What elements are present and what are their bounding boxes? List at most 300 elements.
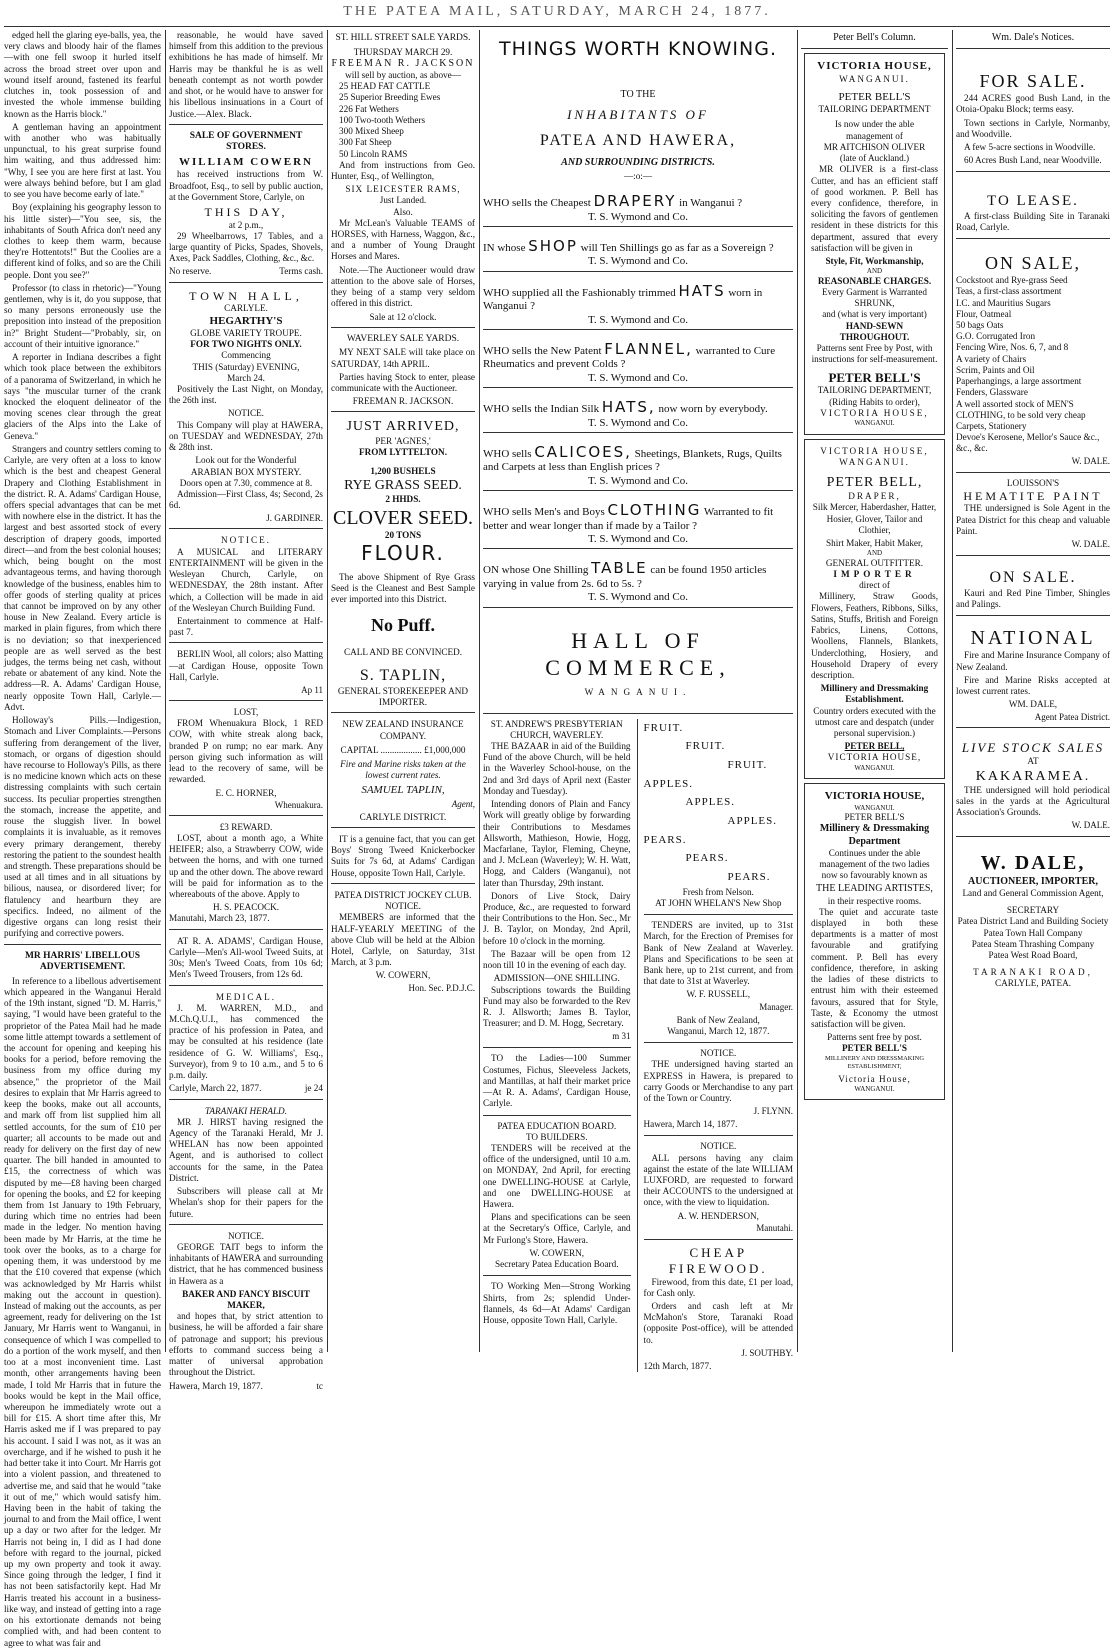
fruit-word: FRUIT. (685, 740, 726, 753)
question-keyword: TABLE (591, 559, 648, 578)
for-sale-sections: Town sections in Carlyle, Normanby, and Woodville. (956, 117, 1110, 139)
nz-insurance-title: NEW ZEALAND INSURANCE COMPANY. (342, 719, 464, 741)
taplin-role: GENERAL STOREKEEPER AND IMPORTER. (337, 685, 469, 708)
town-hall-place: CARLYLE. (224, 303, 268, 314)
taranaki-road: TARANAKI ROAD, (973, 967, 1093, 978)
show-admission: Admission—First Class, 4s; Second, 2s 6d. (169, 489, 323, 511)
on-sale-item: Carpets, Stationery (956, 420, 1027, 431)
live-stock-at: AT (1027, 756, 1039, 767)
column-divider (952, 30, 953, 1352)
luxford-place: Manutahi. (756, 1222, 793, 1233)
church-bazaar (483, 719, 631, 1373)
st-hill-auctioneer: FREEMAN R. JACKSON (331, 57, 475, 69)
taranaki-herald-text2: Subscribers will please call at Mr Whelan's shop for their papers for the future. (169, 1186, 323, 1219)
firewood-title: CHEAP FIREWOOD. (668, 1244, 768, 1276)
show-date: March 24. (227, 372, 265, 383)
dale-role-item: Patea Town Hall Company (983, 927, 1083, 938)
masthead: THE PATEA MAIL, SATURDAY, MARCH 24, 1877. (343, 4, 771, 19)
w-dale-secretary: SECRETARY (1006, 905, 1060, 916)
peter-bells-2: PETER BELL'S (828, 369, 921, 385)
no-puff: No Puff. (371, 615, 435, 636)
church-ref: m 31 (612, 1031, 631, 1042)
baker-notice-text2: and hopes that, by strict attention to business, he will be afforded a fair share of patronage and support; his previous efforts to command success being a matter of universal approbation throughout the District. (169, 1311, 323, 1378)
wymond-question (483, 192, 793, 210)
hhds: 2 HHDS. (385, 494, 421, 505)
nz-insurance-agent-name: SAMUEL TAPLIN, (361, 784, 445, 797)
question-lead: IN whose (483, 241, 529, 254)
wanganui-4: WANGANUI. (854, 763, 895, 772)
taranaki-herald-text: MR J. HIRST having resigned the Agency of the Taranaki Herald, Mr J. WHELAN has now been appointed Agent, and is authorised to collect accounts for the same, in the Patea District. (169, 1116, 323, 1183)
continues: Continues under the able management of the two ladies now so favourably known as (819, 847, 930, 881)
direct-of: direct of (859, 580, 890, 591)
on-sale-2-text: Kauri and Red Pine Timber, Shingles and Palings. (956, 587, 1110, 609)
on-sale-item: A well assorted stock of MEN'S CLOTHING, to be sold very cheap (956, 398, 1086, 420)
w-dale-agent: Land and General Commission Agent, (962, 887, 1104, 898)
fruit-word: FRUIT. (643, 721, 684, 734)
commencing: Commencing (221, 350, 271, 361)
lost-place: Whenuakura. (274, 799, 323, 810)
working-men-advert: TO Working Men—Strong Working Shirts, from 2s; splendid Under-flannels, 4s 6d—At Adams' Cardigan House, opposite Town Hall, Carlyle. (483, 1281, 631, 1326)
millinery-dept: Millinery & Dressmaking Department (819, 823, 930, 847)
church-text5: Subscriptions towards the Building Fund may also be forwarded to the Rev R. J. Allsworth; James B. Taylor, Treasurer; and D. M. Hogg, Secretary. (483, 984, 631, 1029)
sale-item: 25 Superior Breeding Ewes (339, 92, 441, 103)
wymond-question (483, 559, 793, 591)
musical-notice-time: Entertainment to commence at Half-past 7. (169, 615, 323, 638)
peter-bell-column-header: Peter Bell's Column. (801, 30, 948, 49)
dale-role-item: Patea District Land and Building Society (957, 916, 1109, 927)
kakaramea: KAKARAMEA. (975, 768, 1091, 784)
wymond-question (483, 501, 793, 533)
show-signature: J. GARDINER. (266, 513, 323, 524)
question-tail: worn in Wanganui ? (483, 286, 763, 313)
victoria-house-5: VICTORIA HOUSE, (824, 790, 925, 803)
question-lead: WHO sells (483, 448, 535, 461)
fruit-shop: AT JOHN WHELAN'S New Shop (655, 897, 782, 908)
live-stock-title: LIVE STOCK SALES (961, 740, 1105, 756)
church-text: THE BAZAAR in aid of the Building Fund of the above Church, will be held in the Waverley School-house, on the 2nd and 3rd days of April next (Easter Monday and Tuesday). (483, 740, 631, 796)
education-board-title: PATEA EDUCATION BOARD. (497, 1120, 617, 1131)
bank-tender-text: TENDERS are invited, up to 31st March, for the Erection of Premises for Bank of New Zealand at Waverley. Plans and Specifications to be seen at Bank here, up to 21st current, and from that date to 31st at Waverley. (643, 920, 793, 987)
waverley-heading: WAVERLEY SALE YARDS. (346, 333, 460, 344)
question-keyword: CALICOES, (534, 443, 632, 462)
national-text: Fire and Marine Insurance Company of New Zealand. (956, 650, 1110, 672)
wymond-question (483, 340, 793, 372)
patea-and-hawera: PATEA AND HAWERA, (539, 132, 737, 150)
call-convinced: CALL AND BE CONVINCED. (343, 647, 463, 658)
on-sale-item: Scrim, Paints and Oil (956, 364, 1035, 375)
ladies-advert: TO the Ladies—100 Summer Costumes, Fichus, Sleeveless Jackets, and Mantillas, at half their market price—At R. A. Adams', Cardigan House, Carlyle. (483, 1053, 631, 1109)
church-text3: Donors of Live Stock, Dairy Produce, &c., are requested to forward their Contributions to the Hon. Sec., Mr J. B. Taylor, on Monday, 2nd April, before 10 o'clock in the morning. (483, 890, 631, 946)
wymond-signature: T. S. Wymond and Co. (483, 255, 793, 271)
column-divider (797, 30, 798, 1352)
jockey-club-title: PATEA DISTRICT JOCKEY CLUB. (334, 889, 472, 900)
victoria-house-2: VICTORIA HOUSE, (820, 407, 929, 418)
church-admission: ADMISSION—ONE SHILLING. (493, 973, 620, 984)
patterns-post: Patterns sent free by post. (827, 1032, 922, 1043)
and-2: AND (866, 549, 883, 558)
waverley-text: MY NEXT SALE will take place on SATURDAY, 14th APRIL. (331, 347, 475, 369)
millinery-box (804, 783, 945, 1100)
victoria-house-title: VICTORIA HOUSE, (817, 60, 932, 73)
to-lease-text: A first-class Building Site in Taranaki Road, Carlyle. (956, 210, 1110, 232)
dale-role-item: Patea Steam Thrashing Company (971, 938, 1095, 949)
hand-sewn: HAND-SEWN THROUGHOUT. (839, 320, 910, 342)
question-lead: WHO sells the Indian Silk (483, 403, 602, 416)
article-geography: Boy (explaining his geography lesson to his little sister)—"You see, sis, the inhabitants of South Africa don't need any clothes to keep them warm, because they're Hottentots!" But the Coolies are a different kind of folks, and so are the Chili people. Dont you see?" (4, 202, 161, 280)
nz-insurance-district: CARLYLE DISTRICT. (359, 811, 447, 822)
on-sale-item: G.O. Corrugated Iron (956, 331, 1036, 342)
wymond-signature: T. S. Wymond and Co. (483, 372, 793, 388)
column-5 (801, 30, 948, 1352)
education-board-signature: W. COWERN, (529, 1247, 585, 1258)
general-outfitter: GENERAL OUTFITTER. (825, 557, 924, 568)
trades-list-2: Shirt Maker, Habit Maker, (826, 538, 923, 548)
column-1 (4, 30, 161, 1648)
question-keyword: HATS, (601, 398, 656, 417)
column-divider (479, 30, 480, 1352)
st-hill-note: Note.—The Auctioneer would draw attention to the above sale of Horses, they being of a stamp very seldom offered in this district. (331, 264, 475, 309)
riding-habits: (Riding Habits to order), (829, 396, 920, 407)
st-hill-heading: ST. HILL STREET SALE YARDS. (335, 33, 471, 43)
peter-bells: PETER BELL'S (838, 90, 911, 103)
goods-list: Millinery, Straw Goods, Flowers, Feathers, Ribbons, Silks, Satins, Stuffs, British and Foreign Fabrics, Linens, Cottons, Woollens, Flannels, Blankets, Underclothing, Hosiery, and Household Drapery of every description. (811, 591, 938, 680)
nz-insurance-agent: Agent, (451, 798, 475, 809)
bushels: 1,200 BUSHELS (370, 465, 436, 476)
st-hill-instructions: And from instructions from Geo. Hunter, Esq., of Wellington, (331, 159, 475, 181)
express-text: THE undersigned having started an EXPRESS in Hawera, is prepared to carry Goods or Merchandise to any part of the Town or Country. (643, 1059, 793, 1103)
waverley-text2: Parties having Stock to enter, please communicate with the Auctioneer. (331, 371, 475, 394)
taranaki-herald-title: TARANAKI HERALD. (204, 1105, 287, 1116)
importer: IMPORTER (833, 568, 916, 579)
firewood-text: Firewood, from this date, £1 per load, for Cash only. (643, 1276, 793, 1298)
advert-cardigan-house: Strangers and country settlers coming to Carlyle, are very often at a loss to know which is the best and cheapest General Drapery and Clothing Establishment in the district. R. A. Adams' Cardigan House, offers special advantages that can be met with nowhere else in the district. It has the largest and best assorted stock of every description of drapery goods, imported direct—and from the best colonial houses; which, being bought on the most advantageous terms, and having thorough knowledge of the business, enables him to offer goods of sterling quality at prices that cannot be improved on by any other house in New Zealand. Every article is marked in plain figures, from which there is no deviation; so that inexperienced people are as well served as the best judges, the terms being net cash, without rebate or abatement of any kind. Note the address—R. A. Adams' Cardigan House, nearly opposite Town Hall, Carlyle.—Advt. (4, 443, 161, 712)
st-hill-teams: Mr McLean's Valuable TEAMS of HORSES, with Harness, Waggon, &c., and a number of Young Draught Horses and Mares. (331, 217, 475, 262)
inhabitants-of: INHABITANTS OF (567, 107, 709, 123)
reward-title: £3 REWARD. (219, 821, 273, 832)
berlin-wool-advert: BERLIN Wool, all colors; also Matting—at Cardigan House, opposite Town Hall, Carlyle. (169, 649, 323, 682)
gov-stores-heading: SALE OF GOVERNMENT STORES. (189, 130, 303, 153)
column-3 (331, 30, 475, 1352)
baker-notice-ref: tc (316, 1380, 323, 1391)
aitchison-oliver: MR AITCHISON OLIVER (823, 141, 926, 152)
wymond-items (483, 192, 793, 608)
question-lead: WHO sells Men's and Boys (483, 506, 608, 519)
pears-word: PEARS. (643, 833, 687, 846)
luxford-title: NOTICE. (700, 1141, 737, 1152)
question-tail: now worn by everybody. (655, 403, 768, 416)
apples-word: APPLES. (643, 777, 694, 790)
look-out: Look out for the Wonderful (195, 455, 297, 466)
millinery-text: The quiet and accurate taste displayed in both these departments is a matter of most favourable and gratifying comment. P. Bell has every confidence, therefore, in asking the ladies of these districts to entrust him with their esteemed favours, assured that for Style, Taste, & Economy the utmost satisfaction will be given. (811, 906, 938, 1029)
question-keyword: CLOTHING (607, 501, 702, 520)
things-worth-knowing: THINGS WORTH KNOWING. (498, 38, 778, 60)
for-sale-acres: 244 ACRES good Bush Land, in the Otoia-Opaku Block; terms easy. (956, 93, 1110, 115)
question-lead: WHO sells the New Patent (483, 344, 605, 357)
gov-terms: Terms cash. (279, 266, 323, 277)
luxford-signature: A. W. HENDERSON, (677, 1210, 759, 1221)
sale-item: 300 Mixed Sheep (339, 126, 404, 137)
peter-bells-4: PETER BELL'S (841, 1043, 908, 1054)
rye-grass: RYE GRASS SEED. (344, 478, 462, 494)
sale-item: 226 Fat Wethers (339, 103, 399, 114)
millinery-est: Millinery and Dressmaking Establishment. (820, 683, 929, 705)
wymond-signature: T. S. Wymond and Co. (483, 475, 793, 491)
warranted-shrunk: Every Garment is Warranted SHRUNK, (822, 287, 927, 309)
national-role: Agent Patea District. (1034, 711, 1110, 722)
firewood-date: 12th March, 1877. (643, 1360, 712, 1371)
w-dale-name: W. DALE, (980, 852, 1086, 875)
wymond-question (483, 443, 793, 475)
express-date: Hawera, March 14, 1877. (643, 1119, 738, 1130)
live-stock-text: THE undersigned will hold periodical sales in the yards at the Agricultural Association's Grounds. (956, 784, 1110, 818)
question-keyword: FLANNEL, (604, 339, 693, 358)
reward-text: LOST, about a month ago, a White HEIFER; also, a Strawberry COW, wide between the horns, and with one turned up and the other down. The above reward will be paid for information as to the whereabouts of the above. Apply to (169, 832, 323, 900)
question-keyword: HATS (678, 281, 726, 300)
baker-notice-trade: BAKER AND FANCY BISCUIT MAKER, (182, 1288, 310, 1311)
article-fire: edged hell the glaring eye-balls, yea, the very claws and bloody hair of the flames—with one fell swoop it hurled itself across the broad street over upon and wound itself around, fastened its fearful clutches in, took possession of and invested the whole immense building known as the Harris block." (4, 30, 161, 119)
wanganui-2: WANGANUI. (854, 419, 895, 428)
for-sale-woodville: A few 5-acre sections in Woodville. (964, 142, 1096, 153)
on-sale-item: Paperhangings, a large assortment (956, 376, 1082, 387)
church-title: ST. ANDREW'S PRESBYTERIAN CHURCH, WAVERLEY. (490, 718, 623, 740)
wymond-question (483, 237, 793, 255)
baker-notice-text: GEORGE TAIT begs to inform the inhabitants of HAWERA and surrounding district, that he has commenced business in Hawera as a (169, 1241, 323, 1286)
st-hill-day: THURSDAY MARCH 29. (353, 46, 453, 57)
church-text4: The Bazaar will be open from 12 noon till 10 in the evening of each day. (483, 948, 631, 971)
baker-notice-date: Hawera, March 19, 1877. (169, 1380, 263, 1391)
waverley-signature: FREEMAN R. JACKSON. (352, 396, 454, 407)
question-tail: will Ten Shillings go as far as a Sovereign ? (577, 241, 774, 254)
baker-notice-title: NOTICE. (228, 1230, 264, 1241)
article-rhetoric: Professor (to class in rhetoric)—"Young gentlemen, why is it, do you suppose, that so many persons erroneously use the preposition into instead of the preposition in?" Bright Student—"Probably, sir, on account of their intuitive ignorance." (4, 282, 161, 349)
st-hill-landed: Just Landed. (379, 195, 427, 206)
on-sale-item: Devoe's Kerosene, Mellor's Sauce &c., &c., &c. (956, 432, 1100, 454)
tons: 20 TONS (384, 529, 422, 540)
lost-text: FROM Whenuakura Block, 1 RED COW, with white streak along back, branded P on rump; no ear mark. Any person giving such information as will lead to the recovery of same, will be rewarded. (169, 718, 323, 785)
to-lease-title: TO LEASE. (987, 193, 1079, 210)
gov-time: at 2 p.m., (228, 219, 264, 230)
question-tail: warranted to Cure Rheumatics and prevent Colds ? (483, 344, 776, 371)
tailoring-box (804, 53, 945, 434)
jockey-club-text: MEMBERS are informed that the HALF-YEARLY MEETING of the above Club will be held at the Albion Hotel, Carlyle, on Saturday, 31st March, at 3 p.m. (331, 912, 475, 968)
wymond-signature: T. S. Wymond and Co. (483, 211, 793, 227)
sale-item: 50 Lincoln RAMS (339, 148, 408, 159)
reasonable-charges: REASONABLE CHARGES. (817, 275, 932, 286)
tailoring-text: MR OLIVER is a first-class Cutter, and has an efficient staff of good workmen. P. Bell has every confidence, therefore, in soliciting the favors of gentlemen resident in these districts for this department, assured that every satisfaction will be given in (811, 164, 938, 253)
st-hill-rams: SIX LEICESTER RAMS, (345, 184, 461, 195)
medical-date: Carlyle, March 22, 1877. (169, 1083, 262, 1094)
church-text2: Intending donors of Plain and Fancy Work will greatly oblige by forwarding their Contributions to Mesdames Allsworth, Mathieson, Howie, Hogg, Macfarlane, Taylor, Fleming, Cheyne, and J. McLean (Waverley); W. H. Watt, Hogg, and Calders (Wanganui), not later than Thursday, 29th instant. (483, 799, 631, 888)
question-tail: in Wanganui ? (676, 197, 743, 210)
hematite-paint: HEMATITE PAINT (963, 488, 1103, 503)
victoria-house-6: Victoria House, (838, 1073, 911, 1084)
millinery-establishment: MILLINERY AND DRESSMAKING ESTABLISHMENT, (824, 1054, 925, 1070)
hematite-text: THE undersigned is Sole Agent in the Patea District for this cheap and valuable Paint. (956, 503, 1110, 536)
on-sale-item: 50 bags Oats (956, 320, 1004, 331)
victoria-house-3: VICTORIA HOUSE, (820, 445, 929, 456)
on-sale-item: I.C. and Mauritius Sugars (956, 297, 1051, 308)
show-hawera: This Company will play at HAWERA, on TUESDAY and WEDNESDAY, 27th & 28th inst. (169, 419, 323, 453)
column-6 (956, 30, 1110, 1352)
on-sale-items (956, 275, 1110, 455)
wanganui-3: WANGANUI. (839, 456, 910, 467)
for-sale-bush: 60 Acres Bush Land, near Woodville. (964, 155, 1102, 166)
column-4: THINGS WORTH KNOWING. TO THE INHABITANTS OF PATEA AND HAWERA, AND SURROUNDING DISTRICTS. —:o:— WHO sells the Cheapest DRAPERY in Wanganui ? T. S. Wymond and Co. IN whose SHOP will Ten Shillings go as far as a Sovereign ? T. S. Wymond and Co. WHO supplied all the Fashionably trimmed HATS worn in Wanganui ? T. S. Wymond and Co. WHO sells the New Patent FLANNEL, warranted to Cure Rheumatics and prevent Colds ? T. S. Wymond and Co. WHO sells the Indian Silk HATS, now worn by everybody. T. S. Wymond and Co. WHO sells CALICOES, Sheetings, Blankets, Rugs, Quilts and Carpets at less than English prices ? T. S. Wymond and Co. WHO sells Men's and Boys CLOTHING Warranted to fit better and wear longer than if made by a Tailor ? T. S. Wymond and Co. ON whose One Shilling TABLE can be found 1950 articles varying in value from 2s. 6d to 5s. ? T. S. Wymond and Co. HALL OF COMMERCE, WANGANUI. ST. ANDREW'S PRESBYTERIAN CHURCH, WAVERLEY. THE BAZAAR in aid of the Building Fund of the above Church, will be held in the Waverley School-house, on the 2nd and 3rd days of April next (Easter Monday and Tuesday). Intending donors of Plain and Fancy Work will greatly oblige by forwarding their Contributions to Mesdames Allsworth, Mathieson, Howie, Hogg, Macfarlane, Taylor, Fleming, Cheyne, and J. McLean (Waverley); W. H. Watt, Hogg, and Calders (Wanganui), not later than Thursday, 29th instant. Donors of Live Stock, Dairy Produce, &c., are requested to forward their Contributions to the Hon. Sec., Mr J. B. Taylor, on Monday, 2nd April, before 10 o'clock in the morning. The Bazaar will be open from 12 noon till 10 in the evening of each day. ADMISSION—ONE SHILLING. Subscriptions towards the Building Fund may also be forwarded to the Rev R. J. Allsworth; James B. Taylor, Treasurer; and D. M. Hogg, Secretary. m 31 TO the Ladies—100 Summer Costumes, Fichus, Sleeveless Jackets, and Mantillas, at half their market price—At R. A. Adams', Cardigan House, Carlyle. PATEA EDUCATION BOARD. TO BUILDERS. TENDERS will be received at the office of the undersigned, until 10 a.m. on MONDAY, 2nd April, for erecting one DWELLING-HOUSE at Carlyle, and one DWELLING-HOUSE at Hawera. Plans and specifications can be seen at the Secretary's Office, Carlyle, and Mr Furlong's Store, Hawera. W. COWERN, Secretary Patea Education Board. TO Working Men—Strong Working Shirts, from 2s; splendid Under-flannels, 4s 6d—At Adams' Cardigan House, opposite Town Hall, Carlyle. FRUIT. FRUIT. FRUIT. APPLES. APPLES. APPLES. PEARS. PEARS. PEARS. Fresh from Nelson. AT JOHN WHELAN'S New Shop TENDERS are invited, up to 31st March, for the Erection of Premises for Bank of New Zealand at Waverley. Plans and Specifications to be seen at Bank here, up to 21st current, and from that date to 31st at Waverley. W. F. RUSSELL, Manager. Bank of New Zealand, Wanganui, March 12, 1877. NOTICE. THE undersigned having started an EXPRESS in Hawera, is prepared to carry Goods or Merchandise to any part of the Town or Country. J. FLYNN. Hawera, March 14, 1877. NOTICE. ALL persons having any claim against the estate of the late WILLIAM LUXFORD, are requested to forward their ACCOUNTS to the undersigned at once, with the view to liquidation. A. W. HENDERSON, Manutahi. CHEAP FIREWOOD. Firewood, from this date, £1 per load, for Cash only. Orders and cash left at Mr McMahon's Store, Taranaki Road (opposite Post-office), will be attended to. J. SOUTHBY. 12th March, 1877. (483, 38, 793, 1371)
wymond-signature: T. S. Wymond and Co. (483, 533, 793, 549)
fruit-fresh: Fresh from Nelson. (682, 886, 754, 897)
very-important: and (what is very important) (822, 309, 927, 320)
from-lyttelton: FROM LYTTELTON. (359, 446, 447, 457)
education-board-text: TENDERS will be received at the office of the undersigned, until 10 a.m. on MONDAY, 2nd April, for erecting one DWELLING-HOUSE at Carlyle, and one DWELLING-HOUSE at Hawera. (483, 1142, 631, 1210)
reward-signature: H. S. PEACOCK. (212, 902, 280, 913)
dale-role-item: Patea West Road Board, (988, 949, 1078, 960)
pears-word: PEARS. (727, 871, 771, 884)
country-orders: Country orders executed with the utmost care and despatch (under personal supervision.) (813, 705, 936, 739)
wymond-signature: T. S. Wymond and Co. (483, 417, 793, 433)
management: Is now under the able management of (834, 119, 915, 141)
louisson: LOUISSON'S (1006, 477, 1060, 488)
masthead-rule (4, 26, 1110, 27)
clover-seed: CLOVER SEED. (333, 506, 473, 529)
nz-insurance-capital: CAPITAL .................. £1,000,000 (340, 744, 466, 755)
fruit-word: FRUIT. (727, 758, 768, 771)
tailoring-dept-2: TAILORING DEPARTMENT, (817, 385, 932, 396)
national-signature: WM. DALE, (1008, 699, 1058, 710)
wymond-signature: T. S. Wymond and Co. (483, 591, 793, 607)
this-evening: THIS (Saturday) EVENING, (192, 361, 300, 372)
gov-items: 29 Wheelbarrows, 17 Tables, and a large quantity of Picks, Spades, Shovels, Axes, Pack Saddles, Clothing, &c., &c. (169, 230, 323, 264)
education-board-text2: Plans and specifications can be seen at the Secretary's Office, Carlyle, and Mr Furlong's Store, Hawera. (483, 1212, 631, 1245)
st-hill-time: Sale at 12 o'clock. (369, 311, 437, 322)
bank-name: Bank of New Zealand, (676, 1014, 760, 1025)
wymond-question (483, 398, 793, 416)
wanganui-5: WANGANUI. (854, 803, 895, 812)
on-sale-item: A variety of Chairs (956, 353, 1027, 364)
to-the: TO THE (620, 89, 656, 101)
musical-notice-text: A MUSICAL and LITERARY ENTERTAINMENT will be given in the Wesleyan Church, Carlyle, on WEDNESDAY, the 28th instant. After which, a Collection will be made in aid of the Wesleyan Church Building Fund. (169, 546, 323, 613)
bank-signature: W. F. RUSSELL, (686, 989, 751, 1000)
question-keyword: DRAPERY (593, 192, 677, 211)
question-lead: ON whose One Shilling (483, 564, 592, 577)
wanganui: WANGANUI. (839, 73, 910, 84)
victoria-house-4: VICTORIA HOUSE, (827, 752, 922, 763)
on-sale-item: Fenders, Glassware (956, 387, 1028, 398)
dale-column-header: Wm. Dale's Notices. (956, 30, 1110, 49)
harris-article-end: reasonable, he would have saved himself from this addition to the previous exhibitions he has made of himself. Mr Harris may be thankful he is as well beneath contempt as not worth powder and shot, or he would have to answer for his libellous insinuations in a Court of Justice.—Alex. Black. (169, 30, 323, 119)
jockey-club-signature: W. COWERN, (375, 970, 431, 981)
taplin-name: S. TAPLIN, (359, 667, 447, 685)
surrounding-districts: AND SURROUNDING DISTRICTS. (561, 156, 715, 168)
right-subcolumn (644, 719, 793, 1373)
adams-suits-advert: AT R. A. ADAMS', Cardigan House, Carlyle—Men's All-wool Tweed Suits, at 30s; Men's Tweed Coats, from 10s 6d; Men's Tweed Trousers, from 12s 6d. (169, 935, 323, 980)
bank-role: Manager. (759, 1001, 793, 1012)
and: AND (866, 267, 883, 276)
harris-heading: MR HARRIS' LIBELLOUS ADVERTISEMENT. (24, 950, 141, 973)
leading-artistes: THE LEADING ARTISTES, (816, 883, 933, 895)
on-sale-2-title: ON SALE. (989, 569, 1077, 587)
firewood-text2: Orders and cash left at Mr McMahon's Store, Taranaki Road (opposite Post-office), will be attended to. (643, 1301, 793, 1345)
on-sale-item: Cockstoot and Rye-grass Seed (956, 275, 1068, 286)
two-nights: FOR TWO NIGHTS ONLY. (190, 339, 302, 350)
w-dale-roles (956, 916, 1110, 961)
article-panorama: A reporter in Indiana describes a fight which took place between the exhibitors of a panorama of Switzerland, in which he says "the muscular turner of the crank knocked the eloquent delineator of the moving scenes clear through the great glaciers of the Alps into the Lake of Geneva." (4, 352, 161, 441)
pears-word: PEARS. (685, 852, 729, 865)
fruit-advert (644, 719, 793, 887)
carlyle-patea: CARLYLE, PATEA. (994, 978, 1072, 989)
nz-insurance-text: Fire and Marine risks taken at the lowest current rates. (340, 758, 466, 781)
on-sale-item: Fencing Wire, Nos. 6, 7, and 8 (956, 342, 1069, 353)
on-sale-signature: W. DALE. (1071, 455, 1110, 466)
wymond-signature: T. S. Wymond and Co. (483, 314, 793, 330)
harris-article: In reference to a libellous advertisement which appeared in the Wanganui Herald of the 19th instant, signed "D. M. Harris," saying, "I would have been grateful to the proprietor of the Patea Mail had he made some little attempt towards a settlement of the account for opening and keeping his books for a period, before removing the business from my office during my absence," the proprietor of the Mail desires to explain that Mr Harris agreed to keep the books, make out all accounts, and mark off from list supplied him all settled accounts, for the sum of £10 per quarter; all accounts to be made out and ready for delivery on the first day of new quarter. The bill handed in amounted to £15, the correctness of which was disputed by me—£8 having been charged for opening the books, and £2 for keeping them from 1st January to 19th February, during which time no entries had been made in the ledger. No mention having been made by Mr Harris, at the time he took over the books, as to a charge for opening them, it was understood by me that the £10 covered that expense (which was acknowledged by Mr Harris whilst making out the account in question). Instead of making out the accounts, as per agreement, ready for delivering on the 1st January, Mr Harris went to Wanganui, in consequence of which I was compelled to do a portion of the work myself, and then too at a most inconvenient time. Last month, other arrangements having been made, I told Mr Harris that in future the books would be kept in the Mail office, whereupon he immediately wrote out a bill for £15. A short time after this, Mr Harris asked me if I was prepared to pay his account. I said I was not, as it was an overcharge, and if he wished to push it he had better take it into Court. Mr Harris got into a violent passion, and threatened to advertise me, and said that he would "take it out of me," which would satisfy him. Having been in the habit of taking the journal to and from the Mail office, I went up a day or two after for the ledger. Mr Harris not being in, I did as I had done before with regard to the journal, picked up my own property and took it away. Since going through the ledger, I find it has not been satisfactorily kept. Had Mr Harris treated his account in a business-like way, and instead of getting into a rage on his extortionate demands not being complied with, and had been content to agree to what was fair and (4, 975, 161, 1648)
gov-reserve: No reserve. (169, 266, 212, 277)
peter-bell-name: PETER BELL, (826, 475, 923, 491)
column-divider (327, 30, 328, 1352)
question-tail: Sheetings, Blankets, Rugs, Quilts and Carpets at less than English prices ? (483, 448, 782, 474)
st-hill-items (331, 81, 475, 160)
on-sale-title: ON SALE, (985, 253, 1081, 274)
article-unpunctual: A gentleman having an appointment with another who was habitually unpunctual, to his great surprise found him waiting, and thus addressed him: "Why, I see you are here first at last. You were always behind before, but I am glad to see you have become early of late." (4, 121, 161, 200)
respective-rooms: in their respective rooms. (827, 895, 922, 906)
advert-holloway: Holloway's Pills.—Indigestion, Stomach and Liver Complaints.—Persons suffering from derangement of the liver, stomach, or organs of digestion should have recourse to Holloway's Pills, as there is no medicine known which acts on these distressing complaints with such certain success. Its peculiar properties strengthen the stomach, increase the appetite, and rouse the sluggish liver. In bowel complaints it is invaluable, as it removes every primary derangement, thereby restoring the patient to the soundest health and strength. These preparations should be used at all times and in all situations by bilious, nausea, or disordered liver; for flatulency and heartburn they are specifics. Indeed, no ailment of the digestive organs can long resist their purifying and corrective powers. (4, 715, 161, 939)
apples-word: APPLES. (685, 796, 736, 809)
draper-box (804, 439, 945, 780)
express-title: NOTICE. (700, 1048, 737, 1059)
column-2 (169, 30, 323, 1391)
luxford-text: ALL persons having any claim against the estate of the late WILLIAM LUXFORD, are requested to forward their ACCOUNTS to the undersigned at once, with the view to liquidation. (643, 1152, 793, 1208)
troupe-name: HEGARTHY'S (209, 314, 283, 327)
wanganui-6: WANGANUI. (854, 1084, 895, 1093)
reward-date: Manutahi, March 23, 1877. (169, 913, 270, 924)
show-notice: NOTICE. (228, 408, 264, 419)
per-agnes: PER 'AGNES,' (375, 435, 431, 446)
on-sale-item: Teas, a first-class assortment (956, 286, 1062, 297)
st-hill-intro: will sell by auction, as above— (345, 69, 461, 80)
gov-auctioneer: WILLIAM COWERN (178, 155, 314, 168)
education-board-role: Secretary Patea Education Board. (495, 1259, 619, 1270)
shipment-text: The above Shipment of Rye Grass Seed is the Cleanest and Best Sample ever imported into this District. (331, 571, 475, 604)
wymond-question (483, 282, 793, 314)
question-lead: WHO supplied all the Fashionably trimmed (483, 286, 679, 299)
trades-list: Silk Mercer, Haberdasher, Hatter, Hosier, Glover, Tailor and Clothier, (812, 502, 937, 535)
hematite-signature: W. DALE. (1071, 539, 1110, 550)
hall-wanganui: WANGANUI. (584, 687, 692, 698)
firewood-signature: J. SOUTHBY. (741, 1347, 793, 1358)
w-dale-role: AUCTIONEER, IMPORTER, (968, 875, 1098, 887)
education-board-sub: TO BUILDERS. (525, 1131, 588, 1142)
sale-item: 25 HEAD FAT CATTLE (339, 81, 431, 92)
town-hall-title: TOWN HALL, (189, 288, 303, 303)
hall-of-commerce: HALL OF COMMERCE, (545, 627, 731, 680)
gov-day: THIS DAY, (204, 204, 288, 219)
late-of-auckland: (late of Auckland.) (839, 153, 910, 164)
bank-date: Wanganui, March 12, 1877. (667, 1025, 770, 1036)
tailoring-dept: TAILORING DEPARTMENT (818, 104, 931, 115)
patterns-free: Patterns sent Free by Post, with instructions for self-measurement. (811, 343, 938, 365)
on-sale-item: Flour, Oatmeal (956, 308, 1012, 319)
last-night: Positively the Last Night, on Monday, the 26th inst. (169, 384, 323, 406)
question-tail: Warranted to fit better and wear longer than if made by a Tailor ? (483, 506, 774, 532)
st-hill-also: Also. (393, 206, 413, 217)
draper: DRAPER, (848, 491, 901, 502)
express-signature: J. FLYNN. (753, 1106, 793, 1117)
medical-ref: je 24 (304, 1083, 323, 1094)
medical-text: J. M. WARREN, M.D., and M.Ch.Q.U.I., has commenced the practice of his profession in Patea, and may be consulted at his residence (late residence of G. W. Williams', Esq., Surveyor), from 9 to 10 a.m., and 5 to 6 p.m. daily. (169, 1002, 323, 1081)
question-tail: can be found 1950 articles varying in value from 2s. 6d to 5s. ? (483, 564, 767, 590)
berlin-ref: Ap 11 (301, 685, 323, 696)
apples-word: APPLES. (727, 814, 778, 827)
musical-notice-title: NOTICE. (221, 535, 271, 546)
